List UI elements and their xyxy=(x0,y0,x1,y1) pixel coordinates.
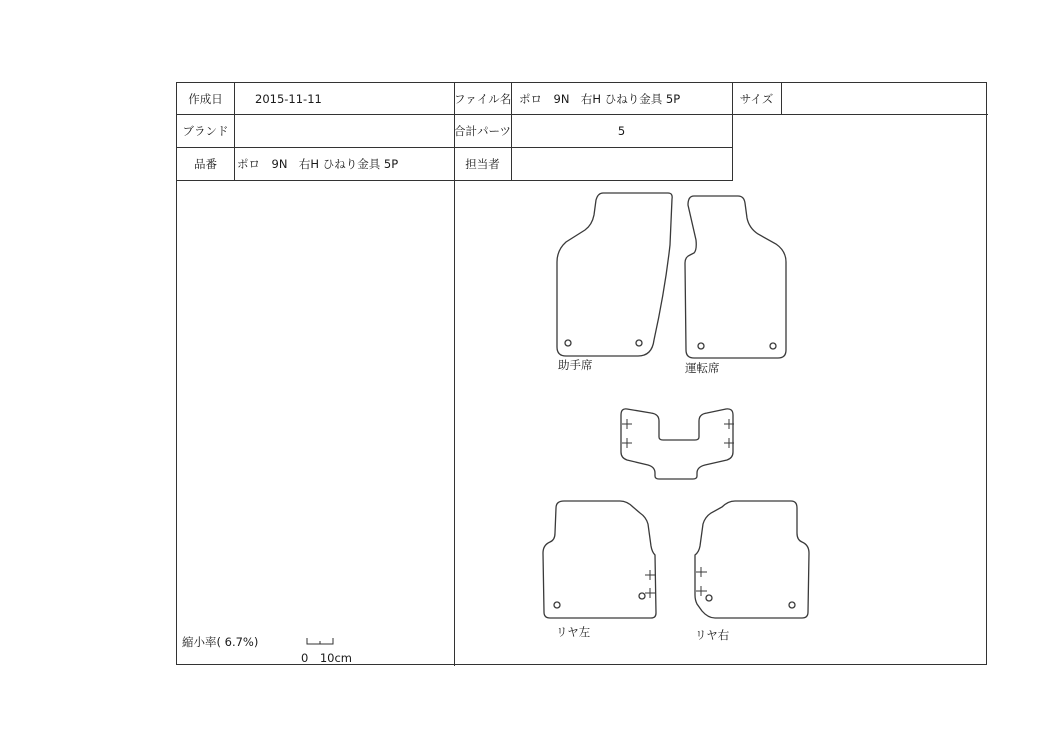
driver-mat-outline xyxy=(685,196,786,358)
passenger-hole-right xyxy=(636,340,642,346)
brand-label: ブランド xyxy=(182,124,229,138)
passenger-mat-label: 助手席 xyxy=(558,358,593,372)
tunnel-piece-outline xyxy=(621,409,733,479)
parts-label: 合計パーツ xyxy=(454,124,512,138)
created-value: 2015-11-11 xyxy=(255,92,322,106)
parts-value: 5 xyxy=(617,124,626,138)
scale-label: 縮小率( 6.7%) xyxy=(182,635,259,649)
rear-left-plus-marks xyxy=(645,570,656,598)
passenger-hole-left xyxy=(565,340,571,346)
rear-right-plus-marks xyxy=(696,567,707,596)
rear-right-hole-right xyxy=(789,602,795,608)
rear-left-hole-left xyxy=(554,602,560,608)
tunnel-plus-marks xyxy=(622,419,734,448)
product-value: ポロ 9N 右H ひねり金具 5P xyxy=(237,157,399,171)
rear-right-mat-outline xyxy=(695,501,809,618)
file-value: ポロ 9N 右H ひねり金具 5P xyxy=(519,92,681,106)
file-label: ファイル名 xyxy=(454,92,512,106)
passenger-mat-outline xyxy=(557,193,672,356)
rear-right-hole-left xyxy=(706,595,712,601)
rear-left-hole-right xyxy=(639,593,645,599)
product-label: 品番 xyxy=(194,157,217,171)
driver-hole-right xyxy=(770,343,776,349)
person-label: 担当者 xyxy=(465,157,500,171)
rear-left-mat-outline xyxy=(543,501,656,618)
created-label: 作成日 xyxy=(188,92,223,106)
scale-ruler-text: 0 10cm xyxy=(301,651,352,665)
driver-mat-label: 運転席 xyxy=(685,361,720,375)
rear-right-mat-label: リヤ右 xyxy=(695,628,730,642)
rear-left-mat-label: リヤ左 xyxy=(556,625,591,639)
size-label: サイズ xyxy=(739,92,774,106)
driver-hole-left xyxy=(698,343,704,349)
